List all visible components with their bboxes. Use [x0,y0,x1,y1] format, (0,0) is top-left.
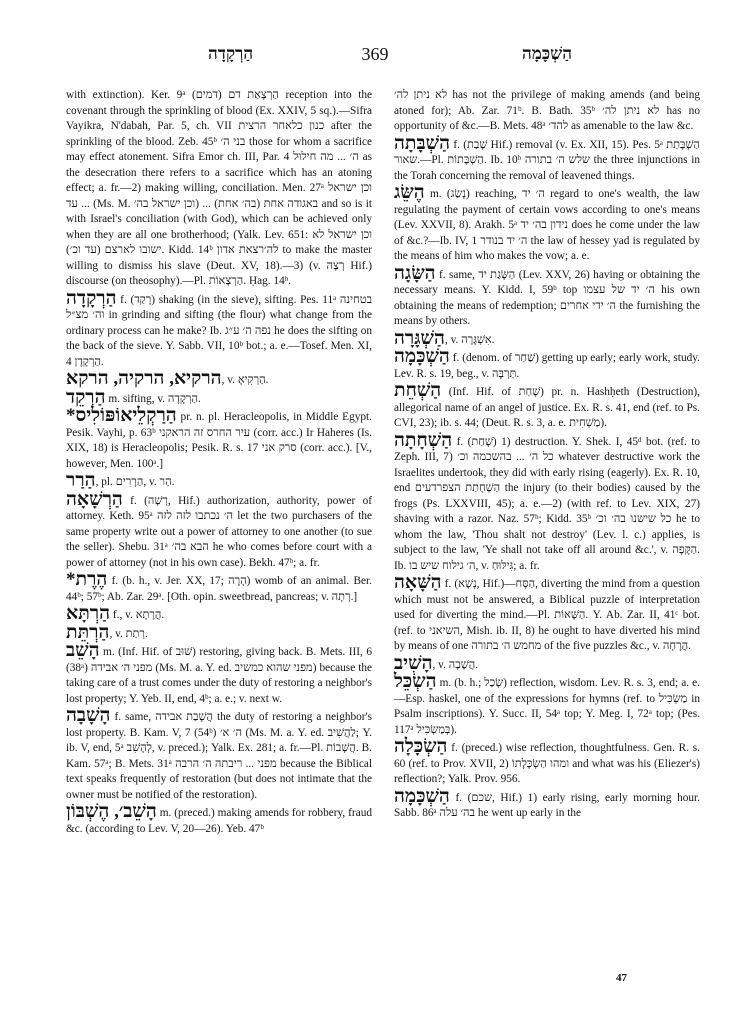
entry-headword: הַרַר [66,470,96,491]
entry-definition: m. (preced.) making amends for robbery, fraud &c. (according to Lev. V, 20—26). Yeb. 47ᵇ [66,807,372,835]
entry-headword: הַשְׂכֵּל [394,671,437,692]
dictionary-entry [66,603,372,624]
entry-definition: m. sifting, v. הַרְקָדָה. [105,392,201,405]
entry-definition: f. (רָקַד) shaking (in the sieve), sifting. Pes. 11ᵃ בטחינה וה׳ מצ״ל in grinding and sifting (the flour) what change from the ordinary process can he make? Ib. נפה ה׳ ע״ג he does the sifting on the back of the sieve. Y. Sabb. VII, 10ᵇ bot.; a. e.—Tosef. Men. XI, 4 הַרְקָדָן. [66,293,373,368]
dictionary-entry [394,88,700,135]
entry-headword: הַרְקָדָה [66,287,117,309]
entry-definition: m. (נָשַׂג) reaching, ה׳ יד regard to one's wealth, the law regulating the payment of certain vows according to one's means (Lev. XXVII, 8). Arakh. 5ᵃ נידון בה׳ יד does he come under the law of &c.?—Ib. IV, 1 ה׳ יד בנודר the law of hessey yad is regulated by the means of him who makes the vow; a. e. [394,188,701,262]
dictionary-entry [66,640,373,707]
entry-definition: f. (רְשָׁה, Hif.) authorization, authority, power of attorney. Keth. 95ᵃ ה׳ נכתבו לזה לזה let the two purchasers of the same property write out a power of attorney to one another (to sue the seller). Shebu. 31ᵃ הבא בה׳ he who comes before court with a power of attorney (not in his own case). Bekh. 47ᵇ; a. fr. [66,494,372,569]
dictionary-entry [394,182,701,265]
dictionary-entry [394,671,701,738]
entry-definition: f. (שָׁחַת) 1) destruction. Y. Shek. I, 45ᵈ bot. (ref. to Zeph. III, 7) כל ה׳ ... בהשכמה וכ׳ whatever destructive work the Israelites undertook, they did with early rising (eagerly). Ex. R. 10, end הַשְׁחָתַת הצפרדעים the injury (to their bodies) caused by the frogs (Ps. LXXVIII, 45); a. e.—2) (with ref. to Lev. XIX, 27) shaving with a razor. Naz. 57ᵇ; Kidd. 35ᵇ כל שישנו בה׳ וכ׳ he to whom the law, 'Thou shalt not destroy' (Lev. l. c.) applies, is subject to the law, 'Ye shall not take off all around &c.', v. הַקָּפָה. Ib. ה׳ גילוח שיש בו, v. גִּילּוּחַ; a. fr. [394,435,700,572]
dictionary-entry [66,405,373,472]
entry-definition: (Inf. Hif. of שָׁחַת) pr. n. Hashḥeth (Destruction), allegorical name of an angel of justice. Ex. R. s. 41, end (ref. to Ps. CVI, 23); ib. s. 44; (Deut. R. s. 3, a. e. מַשְׁחִית). [394,386,700,429]
entry-definition: , pl. הַרָרִים, v. הַר. [95,476,175,488]
dictionary-entry [394,262,701,330]
dictionary-entry [66,621,372,643]
entry-headword: *הֶרֶת [66,569,108,590]
dictionary-entry [394,572,700,655]
entry-definition: m. (b. h.; שָׂכַל) reflection, wisdom. Lev. R. s. 3, end; a. e.—Esp. haskel, one of the expressions for hymns (ref. to מַשְׂכִּיל in Psalm inscriptions). Y. Succ. II, 54ᵃ top; Y. Meg. I, 72ᵃ top; (Pes. 117ᵃ בְּמַשְׂכִּיל). [394,677,701,736]
entry-definition: f. (b. h., v. Jer. XX, 17; הָרָה) womb of an animal. Ber. 44ᵇ; 57ᵇ; Ab. Zar. 29ᵃ. [Oth. opin. sweetbread, pancreas; v. רְתָה.] [66,575,372,603]
entry-headword: הַשְׁחֵת [394,380,442,401]
entry-headword: הַשְׁגָּרָה [394,327,445,349]
dictionary-entry [394,429,700,575]
entry-headword: הַשְׁבָּתָה [394,132,451,154]
entry-headword: הַשְׁכָּמָה [394,785,450,807]
entry-headword: הָשֵׁב׳, הֶשְׁבּוֹן [66,801,157,822]
entry-headword: הַשְׁחָתָה [394,429,453,451]
entry-definition: with extinction). Ker. 9ᵃ הַרְצָאַת דם (דמים) reception into the covenant through the sprinkling of blood (Ex. XXIV, 5 sq.).—Sifra Vayikra, N'dabah, Par. 5, ch. VII כנון כלאחר הרצית after the sprinkling of the blood. Zeb. 45ᵇ בני ה׳ those for whom a sacrifice may effect atonement. Sifra Emor ch. III, Par. 4 ה׳ ... מה חילוּל as the desecration there refers to a sacrifice which has an atoning effect; a. fr.—2) making willing, conciliation. Men. 27ᵃ וכן ישראל עד ... (Ms. M. וכן ישראל בה׳) ... באגודה אחת (בה׳ אחת) and so is it with Israel's conciliation (with God), which can be achieved only when they are all one brotherhood; (Yalk. Lev. 651: וכן ישראל לא ישובו לארצם (עד וכ׳). Kidd. 14ᵇ לה׳רצאת אדון to make the master willing to dismiss his slave (Deut. XV, 18).—3) (v. רְצָה Hif.) discourse (on theosophy).—Pl. הַרְצָאוֹת. Ḥag. 14ᵇ. [66,89,372,287]
entry-definition: m. (Inf. Hif. of שׁוּב) restoring, giving back. B. Mets. III, 6 (38ᵃ) מפני ה׳ אבידה (Ms. M. a. Y. ed. מפני שהוא כמשיב) because the taking care of a trust comes under the duty of restoring a neighbor's lost property; Y. Yeb. II, end, 4ᵇ; a. e.; v. next w. [66,646,373,705]
dictionary-entry [394,736,700,788]
entry-headword: הַשְׁכָּמָה [394,346,450,367]
dictionary-entry [394,785,700,822]
entry-definition: f. same, הֲשָׁבַת אבידה the duty of restoring a neighbor's lost property. B. Kam. V, 7 (54ᵇ) ה׳ א׳ (Ms. M. a. Y. ed. לַהֲשִׁיב; Y. ib. V, end, 5ᵃ לְהָשִׁב, v. preced.); Yalk. Ex. 281; a. fr.—Pl. הֲשָׁבוֹת. B. Kam. 57ᵃ; B. Mets. 31ᵃ מפני ... ריבתה ה׳ הרבה because the Biblical text speaks frequently of restoration (but does not intimate that the owner must be notified of the restoration). [66,711,372,801]
dictionary-entry [66,88,372,290]
entry-headword: הַשְׂכָּלָה [394,736,448,757]
page-number: 369 [361,44,389,64]
entry-headword: הֶשֵּׂג [394,182,425,203]
dictionary-entry [394,132,701,185]
right-column [394,88,700,822]
dictionary-entry [66,705,372,803]
entry-headword: הַרְתֵּת [66,621,110,643]
dictionary-entry [394,380,700,432]
entry-headword: הָשָׁבָה [66,705,111,726]
entry-definition: f., v. הֲרָתָא. [110,609,165,621]
entry-headword: הָשֵׁב [66,640,100,661]
dictionary-entry [394,652,700,674]
entry-definition: f. same, הַשָּׂגַת יד (Lev. XXV, 26) having or obtaining the necessary means. Y. Kidd. I, 59ᵇ top ה׳ יד של עצמו his own obtaining the means of redemption; ה׳ ידי אחרים the furnishing the means by others. [394,268,701,327]
entry-headword: הַרְקֵד [66,386,106,408]
entry-headword: הַשָּׁאָה [394,572,442,593]
entry-headword: הָשִׁיב [394,652,433,674]
header-right-word: הַשְׁכָּמָה [522,44,572,63]
left-column [66,88,372,837]
entry-definition: , v. אִשְׁגָּרָה. [444,333,495,346]
entry-headword: הַרְשָׁאָה [66,488,123,510]
dictionary-entry [394,346,700,382]
entry-headword: *הַרַקְלֵיאוֹפּוֹלִיס [66,405,177,426]
entry-definition: , v. הֲשָׁבָה. [432,658,479,671]
entry-definition: , v. הַרְקִיאָ. [221,374,269,386]
entry-headword: הַרְתָּא [66,603,111,624]
dictionary-entry [66,569,372,605]
entry-definition: f. (שכם, Hif.) 1) early rising, early morning hour. Sabb. 86ᵃ בה׳ עלה he went up early in the [394,791,700,819]
entry-headword: הַשָּׂגָה [394,262,436,284]
header-left-word: הַרְקָדָה [208,44,254,63]
dictionary-entry [66,368,372,389]
entry-definition: , v. רְתַת. [109,627,148,640]
entry-definition: f. (נָשָׁא, Hif.)—הַסָּח, diverting the mind from a question which must not be answered, a Biblical puzzle of interpretation used for diverting the mind.—Pl. הַשָּׁאוֹת. Y. Ab. Zar. II, 41ᶜ bot. (ref. to השיאני, Mish. ib. II, 8) he ought to have diverted his mind by means of one מחמש ה׳ בתורה of the five puzzles &c., v. הֲרָחָה. [394,578,700,652]
signature-mark: 47 [616,972,627,984]
entry-definition: f. (denom. of שַׁחַר) getting up early; early work, study. Lev. R. s. 19, beg., v. תַּרְבָּה. [394,352,700,380]
dictionary-entry [66,488,372,572]
dictionary-entry [66,801,372,837]
entry-definition: pr. n. pl. Heracleopolis, in Middle Egypt. Pesik. Vayhi, p. 63ᵇ עיר החרס זה הראקני (corr. acc.) Ir Haheres (Is. XIX, 18) is Heracleopolis; Pesik. R. s. 17 סרק אני (corr. acc.). [V., however, Men. 100ᵃ.] [66,411,373,470]
entry-definition: לא ניתן לה׳ has not the privilege of making amends (and being atoned for); Ab. Zar. 71ᵇ. B. Bath. 35ᵇ לא ניתן לה׳ has no opportunity of &c.—B. Mets. 48ᵃ להד׳ as amenable to the law &c. [394,89,700,132]
entry-headword: הרקיא, הרקיה, הרקא [66,368,222,389]
entry-definition: f. (שָׁבַת Hif.) removal (v. Ex. XII, 15). Pes. 5ᵃ הַשְׁבָּתַת שאור.—Pl. הַשְׁבָּתוֹת. Ib. 10ᵇ שלש ה׳ בתורה the three injunctions in the Torah concerning the removal of leavened things. [394,138,701,182]
dictionary-entry [66,287,373,371]
entry-definition: f. (preced.) wise reflection, thoughtfulness. Gen. R. s. 60 (ref. to Prov. XVII, 2) ומהו הַשְׂכָּלָתוֹ and what was his (Eliezer's) reflection?; Yalk. Prov. 956. [394,742,700,785]
